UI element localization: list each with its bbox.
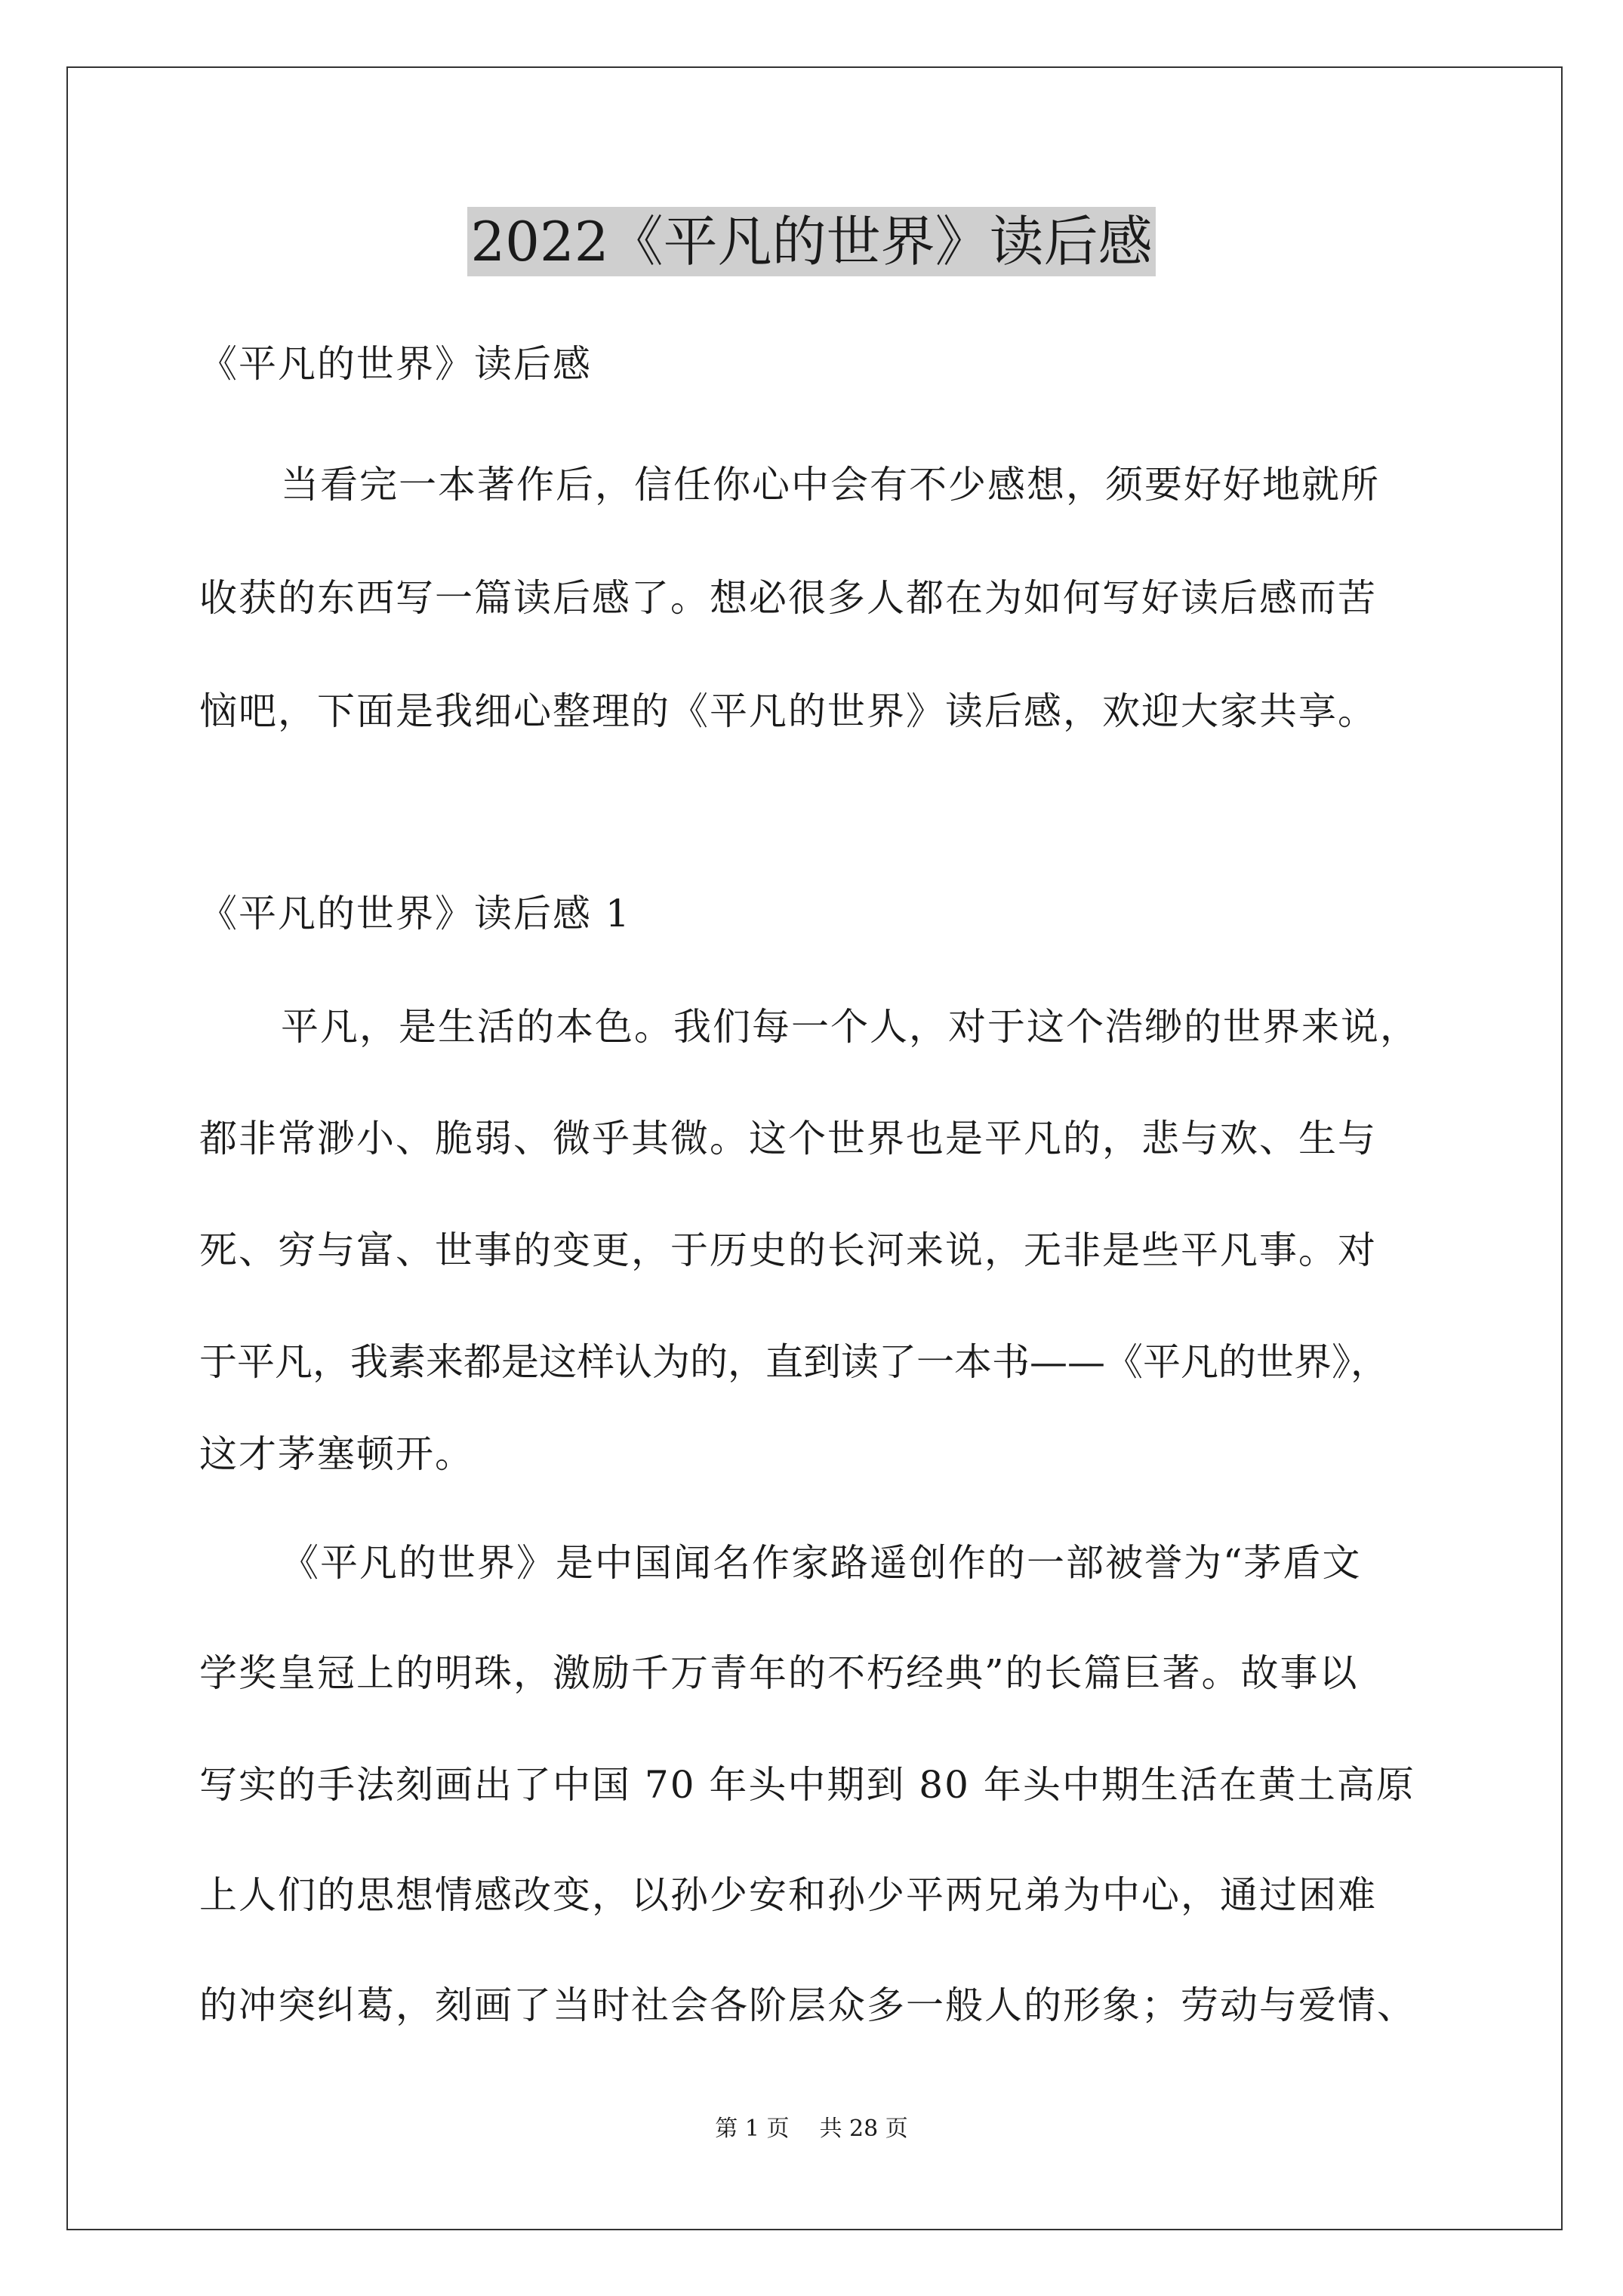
paragraph-line: 写实的手法刻画出了中国 70 年头中期到 80 年头中期生活在黄土高原 [199,1763,1415,1807]
paragraph-line: 收获的东西写一篇读后感了。想必很多人都在为如何写好读后感而苦 [199,576,1377,620]
paragraph-line: 的冲突纠葛，刻画了当时社会各阶层众多一般人的形象；劳动与爱情、 [199,1983,1416,2027]
paragraph-line: 这才茅塞顿开。 [199,1432,474,1476]
paragraph-line: 学奖皇冠上的明珠，激励千万青年的不朽经典”的长篇巨著。故事以 [199,1651,1359,1695]
section-heading: 《平凡的世界》读后感 [199,342,592,386]
paragraph-line: 上人们的思想情感改变，以孙少安和孙少平两兄弟为中心，通过困难 [199,1873,1377,1917]
page-number: 第 1 页 [715,2116,790,2142]
paragraph-line: 死、穷与富、世事的变更，于历史的长河来说，无非是些平凡事。对 [199,1228,1377,1272]
paragraph-line: 于平凡，我素来都是这样认为的，直到读了一本书——《平凡的世界》， [199,1340,1388,1384]
page-total: 共 28 页 [819,2116,908,2142]
paragraph-line: 平凡，是生活的本色。我们每一个人，对于这个浩缈的世界来说， [281,1005,1419,1049]
page-footer [0,2114,1623,2144]
paragraph-line: 恼吧，下面是我细心整理的《平凡的世界》读后感，欢迎大家共享。 [199,689,1377,733]
section-heading: 《平凡的世界》读后感 1 [199,892,631,935]
paragraph-line: 当看完一本著作后，信任你心中会有不少感想，须要好好地就所 [281,463,1380,507]
paragraph-line: 《平凡的世界》是中国闻名作家路遥创作的一部被誉为“茅盾文 [281,1541,1362,1585]
document-title: 2022《平凡的世界》读后感 [0,204,1623,279]
paragraph-line: 都非常渺小、脆弱、微乎其微。这个世界也是平凡的，悲与欢、生与 [199,1117,1377,1160]
